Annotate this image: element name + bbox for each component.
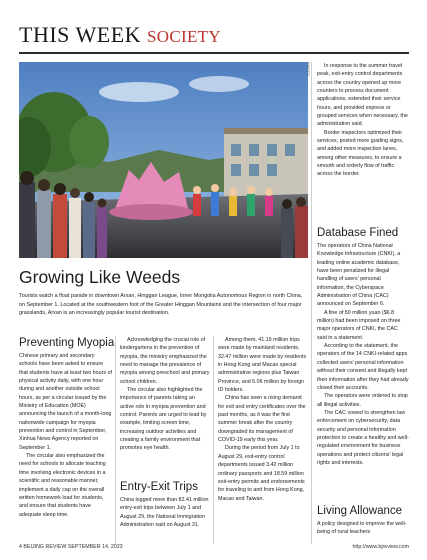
entry-exit-column-4 xyxy=(317,62,409,179)
database-headline: Database Fined xyxy=(317,227,399,239)
entry-exit-paragraph-4: During the period from July 1 to August 29, exit-entry control departments issued 3.42 million ordinary passports and 18.59 million exit-entry permits and endorsements for traveling to and from Hong Kong, Macao and Taiwan. xyxy=(218,445,305,502)
database-paragraph-2: A fine of 50 million yuan ($6.8 million) had been imposed on three major operators of CNKI, the CAC said in a statement. xyxy=(317,309,401,341)
photo-credit: PHOTO xyxy=(306,62,311,77)
section-label: SOCIETY xyxy=(147,27,221,46)
database-paragraph-4: The operators were ordered to stop all illegal activities. xyxy=(317,393,408,408)
page-header xyxy=(19,22,221,50)
allowance-paragraph-1: A policy designed to improve the well-being of rural teachers xyxy=(317,521,407,536)
footer-folio: 4 BEIJING REVIEW SEPTEMBER 14, 2023 xyxy=(19,544,123,550)
entry-exit-paragraph-6: Border inspectors optimized their services, posted more guiding signs, and added more inspection lanes, among other measures, to ensure a smooth and orderly flow of traffic across the border. xyxy=(317,129,404,178)
entry-exit-column-2 xyxy=(120,496,210,544)
myopia-headline: Preventing Myopia xyxy=(19,337,115,349)
footer-url: http://www.bjreview.com xyxy=(352,544,409,550)
database-paragraph-3: According to the statement, the operators of the 14 CNKI-related apps collected users' personal information without their consent and illegally kept their information after they had already closed their accounts. xyxy=(317,343,409,391)
database-paragraph-5: The CAC vowed to strengthen law enforcement on cybersecurity, data security and personal information protection to create a healthy and well-regulated environment for business operations and protect citizens' legal rights and interests. xyxy=(317,409,409,466)
column-rule-3 xyxy=(311,62,312,544)
myopia-paragraph-4: The circular also highlighted the importance of parents taking an active role in myopia prevention and control. Parents are urged to lead by example, limiting screen time, increasing outdoor activities and creating a family environment that promotes eye health. xyxy=(120,387,207,452)
feature-headline: Growing Like Weeds xyxy=(19,267,181,287)
myopia-paragraph-2: The circular also emphasized the need for schools to allocate teaching time involving electronic devices in a scientific and reasonable manner, implement a daily cap on the overall written homework load for students, and ensure that students have adequate sleep time. xyxy=(19,453,106,518)
myopia-column-2 xyxy=(120,336,210,453)
entry-exit-column-3 xyxy=(218,336,308,544)
entry-exit-paragraph-1: China logged more than 82.41 million entry-exit trips between July 1 and August 29, the National Immigration Administration said on August 31. xyxy=(120,497,209,529)
allowance-headline: Living Allowance xyxy=(317,505,403,517)
myopia-column-1 xyxy=(19,352,113,544)
allowance-column xyxy=(317,520,409,538)
entry-exit-headline: Entry-Exit Trips xyxy=(120,481,198,493)
entry-exit-paragraph-3: China has seen a rising demand for exit and entry certificates over the past months, as it was the first summer break after the country downgraded its management of COVID-19 early this year. xyxy=(218,395,306,444)
database-paragraph-1: The operators of China National Knowledge Infrastructure (CNKI), a leading online academic database, have been penalized for illegal handling of users' personal information, the Cyberspace Administration of China (CAC) announced on September 6. xyxy=(317,243,401,308)
header-title: THIS WEEK xyxy=(19,22,142,47)
header-rule xyxy=(19,52,409,54)
entry-exit-paragraph-5: In response to the summer travel peak, exit-entry control departments across the country opened up more counters to process document applications, extended their service hours, and provided express or grouped services when necessary, the administration said. xyxy=(317,63,408,128)
myopia-paragraph-1: Chinese primary and secondary schools have been asked to ensure that students have at least two hours of physical activity daily, with one hour during and another outside school hours, as per a circular issued by the Ministry of Education (MOE) announcing the launch of a month-long nationwide campaign for myopia prevention and control in September, Xinhua News Agency reported on September 1. xyxy=(19,353,112,451)
column-rule-2 xyxy=(213,336,214,544)
database-column xyxy=(317,242,409,492)
parade-photo xyxy=(19,62,308,258)
entry-exit-paragraph-2: Among them, 41.19 million trips were made by mainland residents, 32.47 million were made by residents in Hong Kong and Macao special administrative regions plus Taiwan Province, and 5.06 million by foreign ID holders. xyxy=(218,337,307,394)
column-rule-1 xyxy=(115,336,116,544)
feature-caption: Tourists watch a float parade in downtown Arxan, Hinggan League, Inner Mongolia Autonomous Region in north China, on September 1. Located at the southwestern foot of the Greater Hinggan Mountains and the intersection of four major grasslands, Arxan is an increasingly popular tourist destination. xyxy=(19,293,303,317)
myopia-paragraph-3: Acknowledging the crucial role of kindergartens in the prevention of myopia, the ministry emphasized the need to manage the prevalence of myopia among preschool and primary school children. xyxy=(120,337,210,385)
